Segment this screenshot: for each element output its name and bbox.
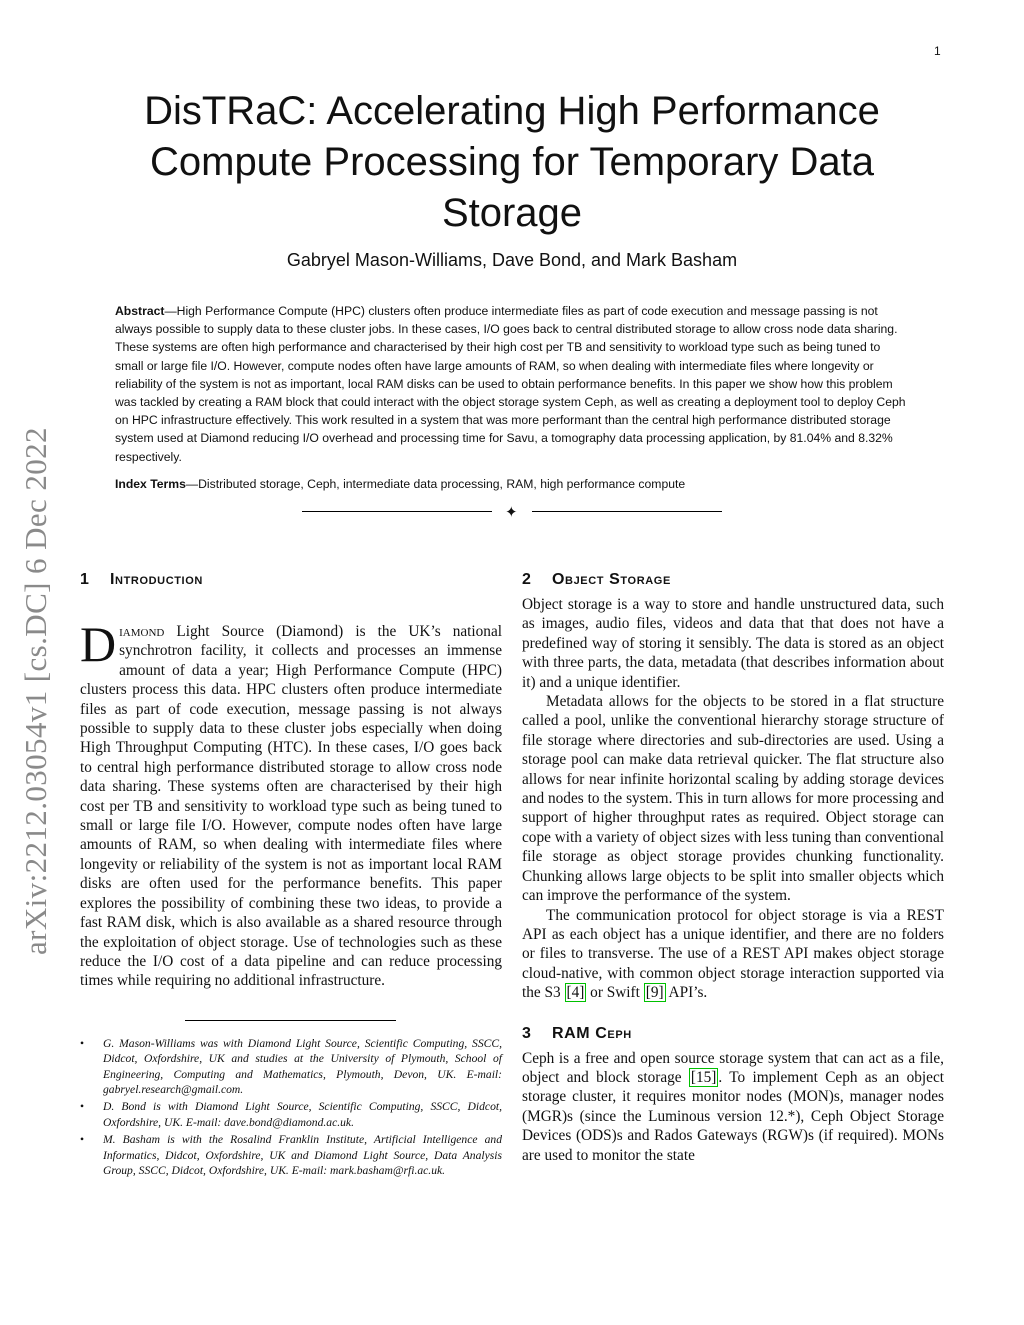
paragraph-text: . To implement Ceph as an object storage cluster, it requires monitor nodes (MON)s, manager nodes (MGR)s (since the Luminous version 12.*), Ceph Object Storage Devices (ODS)s and Rados Gateways (RGW)s (if required). MONs are used to monitor the state — [522, 1068, 944, 1164]
index-terms-text: —Distributed storage, Ceph, intermediate data processing, RAM, high performance compute — [185, 477, 686, 491]
drop-cap-continuation: iamond — [119, 623, 165, 640]
object-storage-paragraph-1: Object storage is a way to store and handle unstructured data, such as images, audio files, videos and data that that does not have a predefined way of storing it sensibly. The data is stored as an object with three parts, the data, metadata (that describes information about it) and a unique identifier. — [522, 596, 944, 691]
object-storage-paragraph-3 — [522, 906, 944, 1003]
footnote-item — [80, 1099, 502, 1130]
separator-rule-right — [532, 511, 722, 512]
introduction-paragraph — [80, 616, 502, 991]
footnote-text: G. Mason-Williams was with Diamond Light Source, Scientific Computing, SSCC, Didcot, Oxfordshire, UK and studies at the University of Plymouth, School of Engineering, Computing and Mathematics, Plymouth, Devon, UK. E-mail: gabryel.research@gmail.com. — [103, 1036, 502, 1096]
section-heading-introduction — [80, 571, 502, 595]
section-heading-ram-ceph — [522, 1025, 944, 1049]
abstract — [115, 302, 910, 466]
index-terms — [115, 477, 910, 491]
paragraph-text: The communication protocol for object storage is via a REST API as each object has a unique identifier, and there are no folders or files to transverse. The use of a REST API makes object storage cloud-native, with common object storage interaction supported via the S3 — [522, 906, 944, 1002]
section-title: Introduction — [110, 571, 203, 588]
arxiv-identifier-stamp: arXiv:2212.03054v1 [cs.DC] 6 Dec 2022 — [18, 427, 53, 955]
abstract-text: —High Performance Compute (HPC) clusters often produce intermediate files as part of code execution and message passing is not always possible to supply data to these cluster jobs. In these cases, I/O goes back to central distributed storage to allow cross node data sharing. These systems are often high performance and characterised by their high cost per TB and sensitivity to workload type such as being tuned to small or large file I/O. However, compute nodes often have large amounts of RAM, so when dealing with intermediate files where longevity or reliability of the system is not as important, local RAM disks can be used to obtain performance benefits. In this paper we show how this problem was tackled by creating a RAM block that could interact with the object storage system Ceph, as well as creating a deployment tool to deploy Ceph on HPC infrastructure effectively. This work resulted in a system that was more performant than the central high performance distributed storage system used at Diamond reducing I/O overhead and processing time for Savu, a tomography data processing application, by 81.04% and 8.32% respectively. — [115, 304, 906, 464]
footnote-item — [80, 1132, 502, 1178]
section-number: 2 — [522, 571, 532, 588]
author-footnotes — [80, 1036, 502, 1179]
footnote-text: D. Bond is with Diamond Light Source, Scientific Computing, SSCC, Didcot, Oxfordshire, UK. E-mail: dave.bond@diamond.ac.uk. — [103, 1100, 502, 1129]
citation-link[interactable]: [9] — [645, 984, 664, 1002]
footnote-item — [80, 1036, 502, 1098]
separator-diamond-icon: ✦ — [505, 505, 518, 521]
section-title: RAM Ceph — [552, 1024, 632, 1042]
section-number: 1 — [80, 571, 90, 588]
bullet-icon: • — [80, 1036, 85, 1050]
footnote-rule — [185, 1020, 396, 1021]
drop-cap: D — [80, 616, 117, 672]
author-list: Gabryel Mason-Williams, Dave Bond, and Mark Basham — [286, 250, 738, 270]
page-number: 1 — [934, 44, 941, 58]
paper-title: DisTRaC: Accelerating High Performance Compute Processing for Temporary Data Storage — [144, 89, 880, 235]
index-terms-label: Index Terms — [115, 477, 186, 491]
object-storage-paragraph-2: Metadata allows for the objects to be stored in a flat structure called a pool, unlike the conventional hierarchy storage structure of file storage where directories and sub-directories are used. Using a storage pool can make data retrieval quicker. The flat structure also allows for near infinite horizontal scaling by adding storage devices and nodes to the system. This in turn allows for more processing and support of higher throughput rates as required. Object storage can cope with a variety of object sizes with less tuning than conventional file storage as object storage provides chunking functionality. Chunking allows large objects to be split into smaller objects which can improve the performance of the system. — [522, 693, 944, 905]
ram-ceph-paragraph — [522, 1049, 944, 1165]
bullet-icon: • — [80, 1133, 85, 1147]
footnote-text: M. Basham is with the Rosalind Franklin Institute, Artificial Intelligence and Informatics, Didcot, Oxfordshire, UK and Diamond Light Source, Data Analysis Group, SSCC, Didcot, Oxfordshire, UK. E-mail: mark.basham@rfi.ac.uk. — [103, 1133, 502, 1177]
paragraph-text: API’s. — [665, 984, 708, 1002]
section-separator — [302, 502, 722, 522]
citation-link[interactable]: [4] — [566, 984, 585, 1002]
section-title: Object Storage — [552, 571, 671, 588]
separator-rule-left — [302, 511, 492, 512]
citation-link[interactable]: [15] — [690, 1068, 717, 1086]
section-number: 3 — [522, 1024, 532, 1042]
paragraph-text: Ceph is a free and open source storage system that can act as a file, object and block storage — [522, 1049, 944, 1086]
introduction-text: Light Source (Diamond) is the UK’s national synchrotron facility, it collects and processes an immense amount of data a year; High Performance Compute (HPC) clusters process this data. HPC clusters often produce intermediate files as part of code execution, message passing is not always possible to supply data to these cluster jobs especially when doing High Throughput Computing (HTC). In these cases, I/O goes back to central high performance distributed storage to allow cross node data sharing. These systems often are characterised by their high cost per TB and sensitivity to workload type such as being tuned to small or large file I/O. However, compute nodes often have large amounts of RAM, so when dealing with intermediate files where longevity or reliability of the system is not as important local RAM disks are often used for the performance benefits. This paper explores the possibility of combining these two ideas, to provide a fast RAM disk, which is also available as a shared resource through the exploitation of object storage. Use of technologies such as these reduce the I/O cost of a data pipeline and can reduce processing times while requiring no additional infrastructure. — [80, 623, 502, 990]
paragraph-text: or Swift — [586, 984, 644, 1002]
left-column — [80, 571, 502, 1180]
bullet-icon: • — [80, 1100, 85, 1114]
section-heading-object-storage — [522, 571, 944, 595]
abstract-label: Abstract — [115, 304, 165, 318]
right-column — [522, 571, 944, 1165]
